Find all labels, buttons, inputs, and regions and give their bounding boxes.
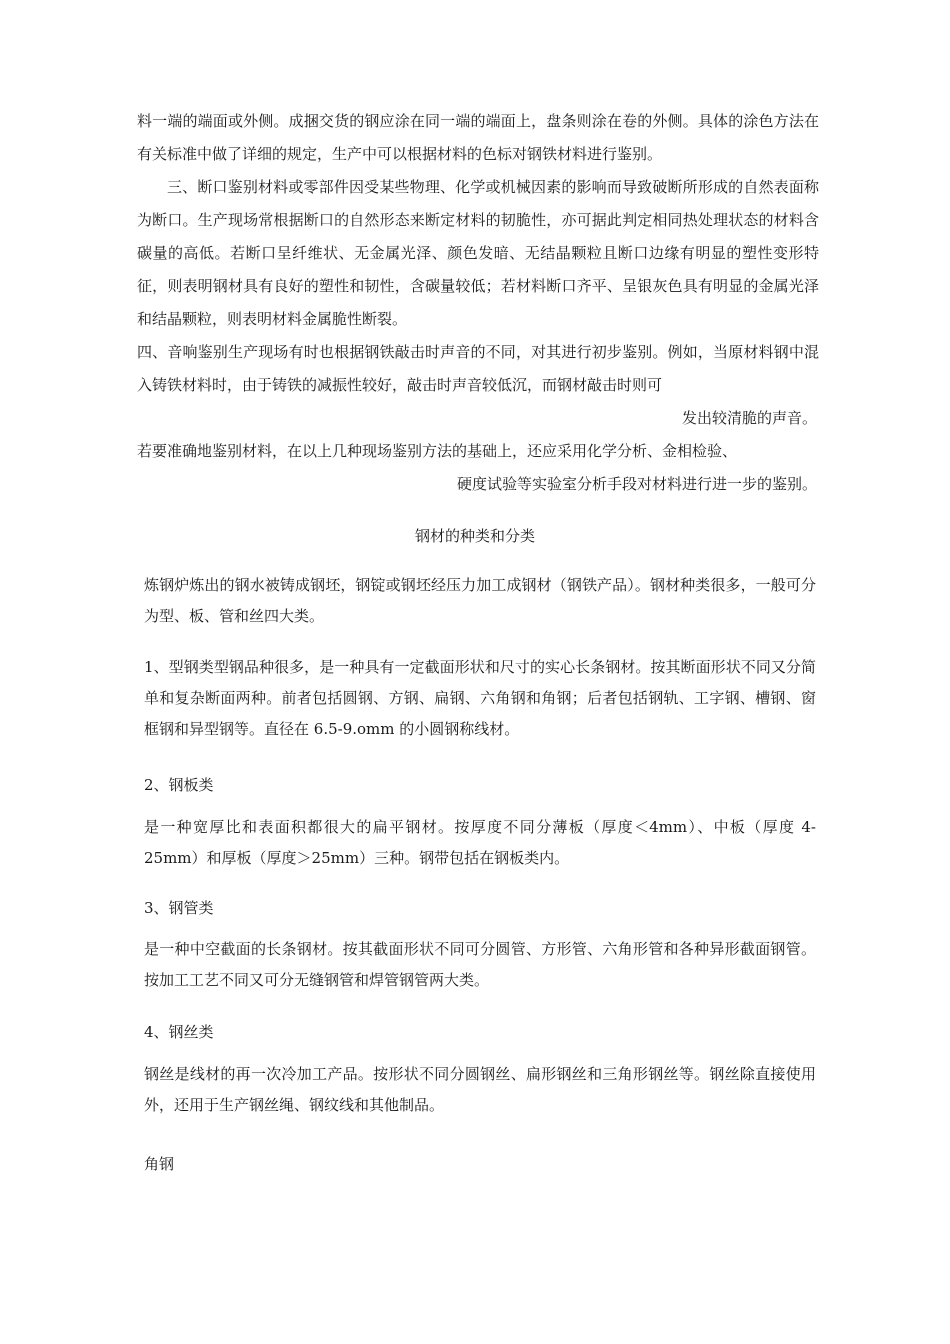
paragraph-wires: 钢丝是线材的再一次冷加工产品。按形状不同分圆钢丝、扁形钢丝和三角形钢丝等。钢丝除直接使用外，还用于生产钢丝绳、钢纹线和其他制品。 (144, 1065, 816, 1114)
section-title: 钢材的种类和分类 (414, 527, 535, 545)
paragraph-plates: 是一种宽厚比和表面积都很大的扁平钢材。按厚度不同分薄板（厚度＜4mm）、中板（厚度 4-25mm）和厚板（厚度＞25mm）三种。钢带包括在钢板类内。 (144, 818, 816, 867)
paragraph-lab-analysis-end: 硬度试验等实验室分析手段对材料进行进一步的鉴别。 (456, 475, 817, 493)
paragraph-color-marking: 料一端的端面或外侧。成捆交货的钢应涂在同一端的端面上，盘条则涂在卷的外侧。具体的涂色方法在有关标准中做了详细的规定，生产中可以根据材料的色标对钢铁材料进行鉴别。 (137, 112, 819, 163)
paragraph-sound-end: 发出较清脆的声音。 (681, 409, 817, 427)
paragraph-tubes: 是一种中空截面的长条钢材。按其截面形状不同可分圆管、方形管、六角形管和各种异形截面钢管。按加工工艺不同又可分无缝钢管和焊管钢管两大类。 (144, 940, 816, 989)
heading-wires: 4、钢丝类 (144, 1023, 214, 1041)
paragraph-intro: 炼钢炉炼出的钢水被铸成钢坯，钢锭或钢坯经压力加工成钢材（钢铁产品）。钢材种类很多，一般可分为型、板、管和丝四大类。 (144, 576, 816, 625)
heading-tubes: 3、钢管类 (144, 899, 214, 917)
paragraph-section-shapes: 1、型钢类型钢品种很多，是一种具有一定截面形状和尺寸的实心长条钢材。按其断面形状不同又分简单和复杂断面两种。前者包括圆钢、方钢、扁钢、六角钢和角钢；后者包括钢轨、工字钢、槽钢、窗框钢和异型钢等。直径在 6.5-9.omm 的小圆钢称线材。 (144, 658, 816, 738)
heading-plates: 2、钢板类 (144, 776, 214, 794)
paragraph-fracture: 三、断口鉴别材料或零部件因受某些物理、化学或机械因素的影响而导致破断所形成的自然表面称为断口。生产现场常根据断口的自然形态来断定材料的韧脆性，亦可据此判定相同热处理状态的材料含碳量的高低。若断口呈纤维状、无金属光泽、颜色发暗、无结晶颗粒且断口边缘有明显的塑性变形特征，则表明钢材具有良好的塑性和韧性，含碳量较低；若材料断口齐平、呈银灰色具有明显的金属光泽和结晶颗粒，则表明材料金属脆性断裂。 (137, 178, 819, 328)
paragraph-sound: 四、音响鉴别生产现场有时也根据钢铁敲击时声音的不同，对其进行初步鉴别。例如，当原材料钢中混入铸铁材料时，由于铸铁的减振性较好，敲击时声音较低沉，而钢材敲击时则可 (137, 343, 819, 394)
heading-angle-steel: 角钢 (144, 1155, 175, 1173)
paragraph-lab-analysis: 若要准确地鉴别材料，在以上几种现场鉴别方法的基础上，还应采用化学分析、金相检验、 (137, 442, 738, 460)
